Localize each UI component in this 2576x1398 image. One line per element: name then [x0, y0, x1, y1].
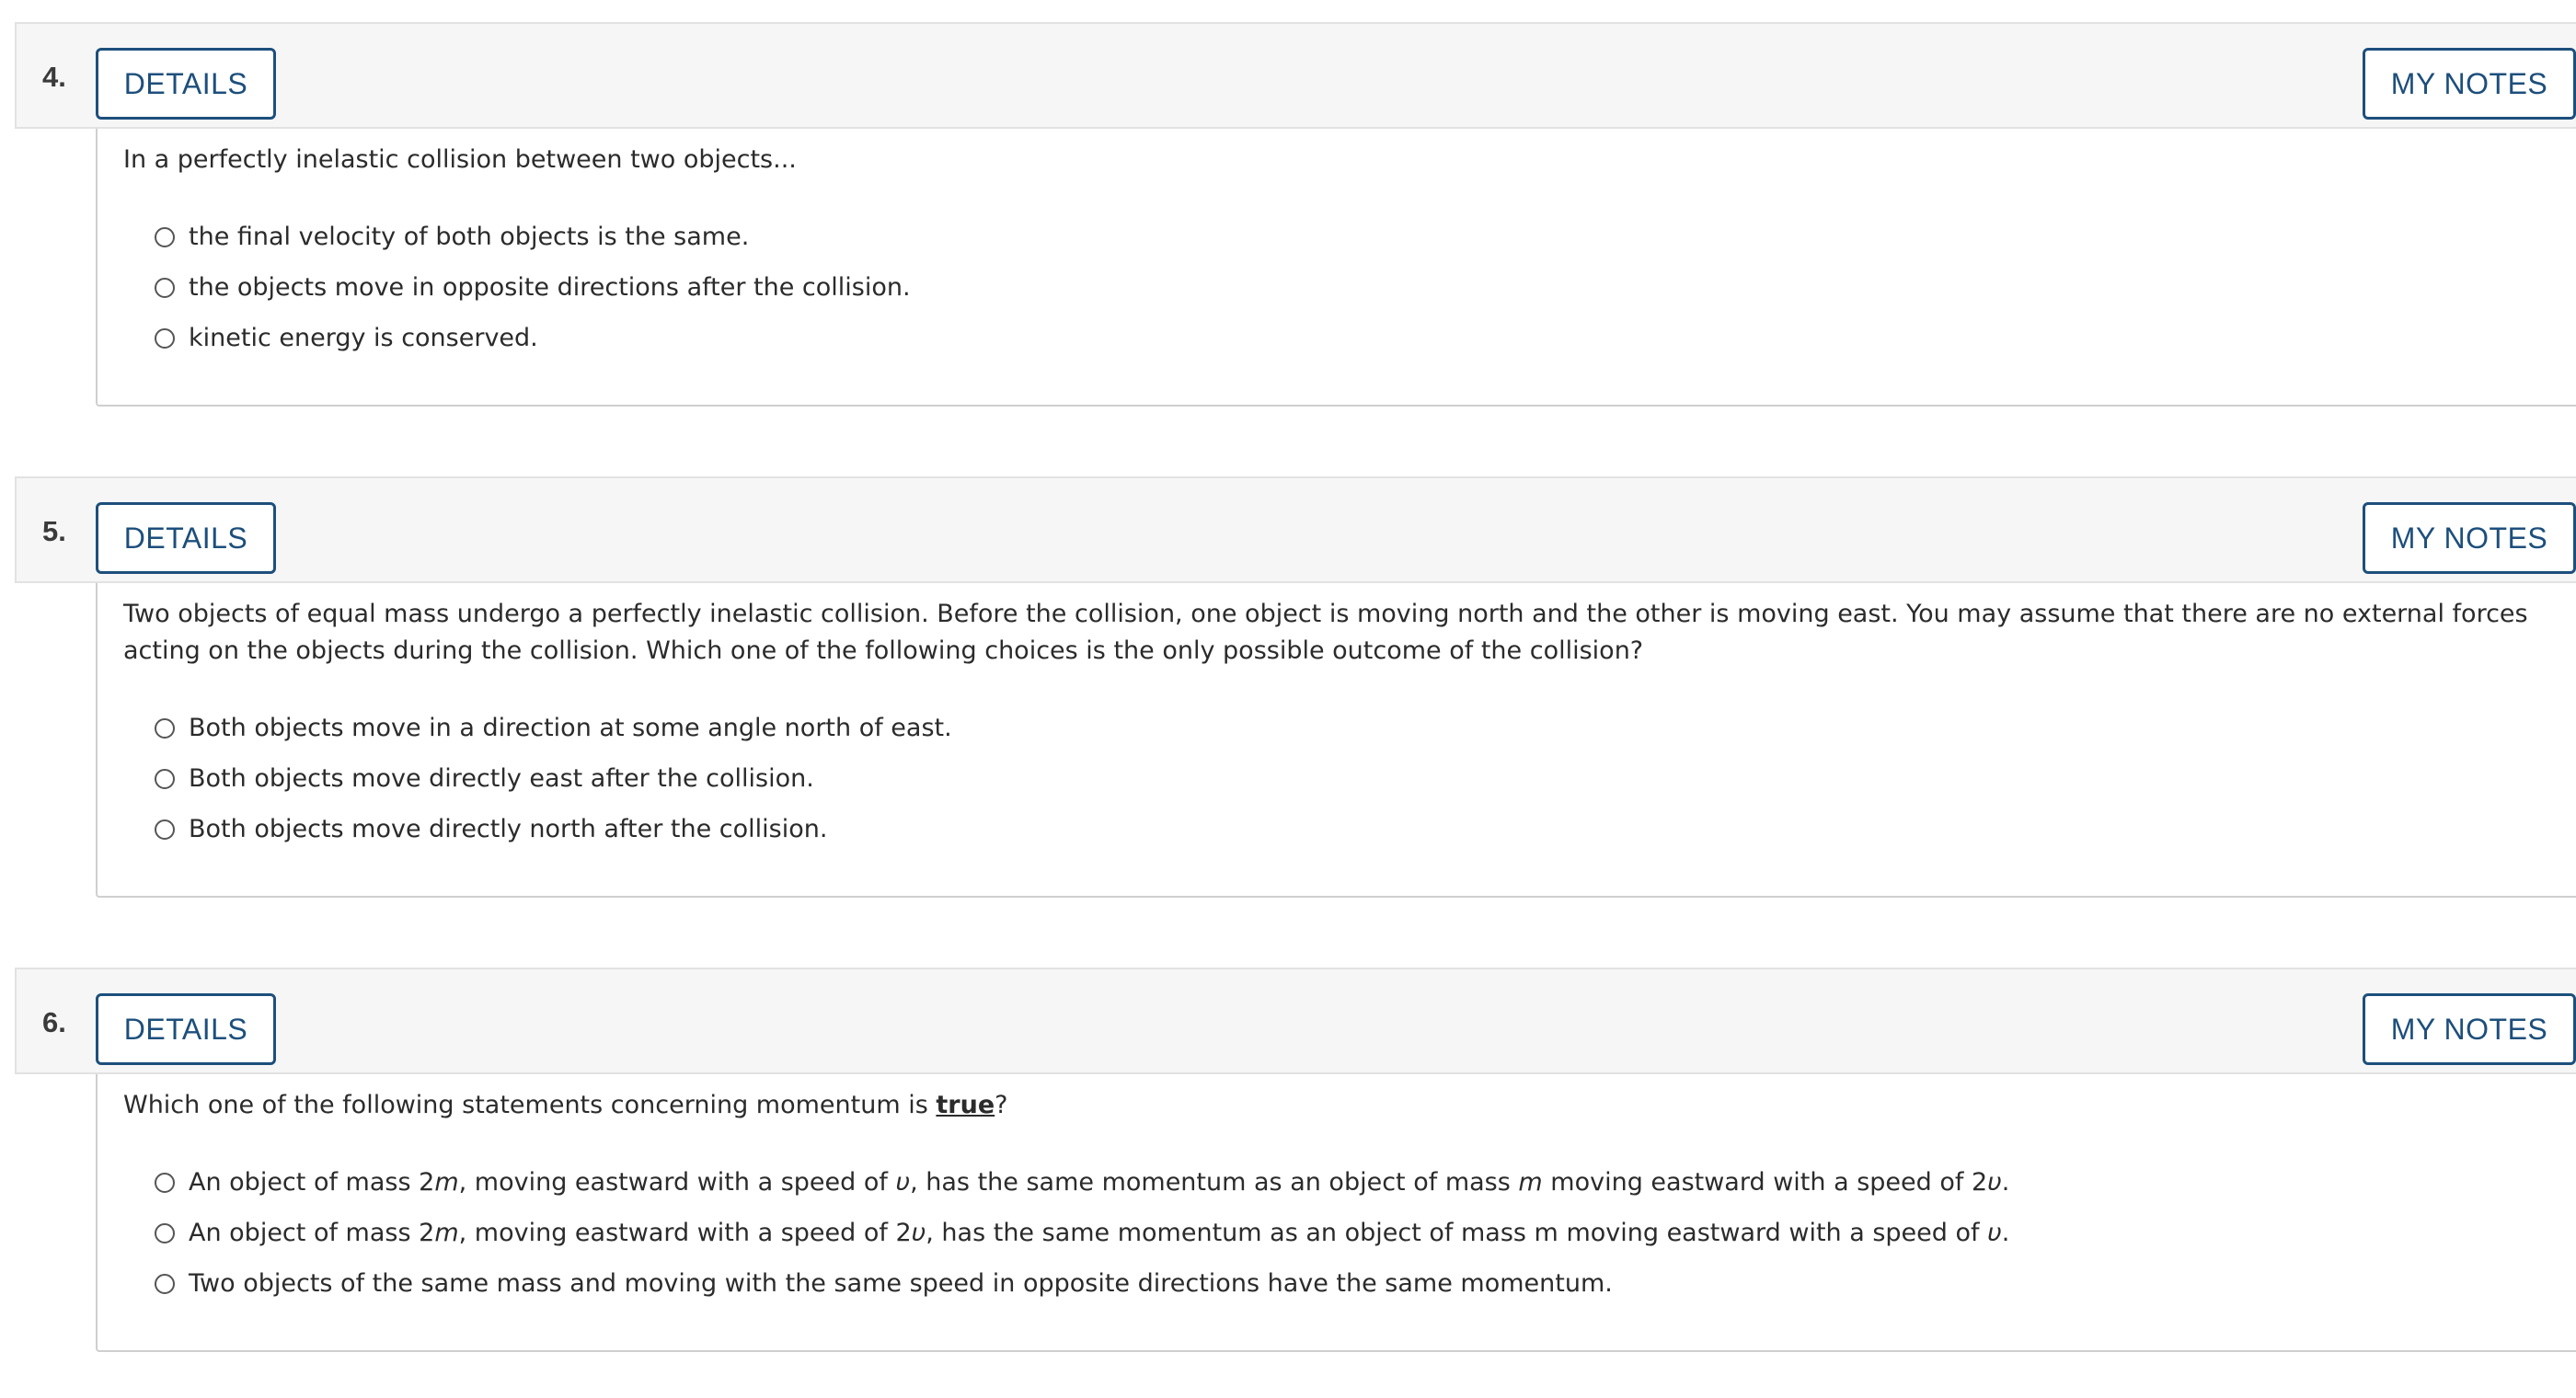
- question-header: [15, 968, 2576, 1074]
- radio-button[interactable]: [155, 718, 175, 739]
- answer-choice[interactable]: [123, 753, 2576, 804]
- choice-label: the objects move in opposite directions after the collision.: [189, 273, 911, 302]
- math-variable: υ: [1987, 1168, 2002, 1197]
- question-5: [15, 476, 2576, 898]
- math-variable: υ: [911, 1219, 926, 1247]
- radio-button[interactable]: [155, 278, 175, 298]
- radio-button[interactable]: [155, 769, 175, 789]
- radio-button[interactable]: [155, 1274, 175, 1294]
- math-variable: m: [434, 1219, 459, 1247]
- my-notes-button[interactable]: MY NOTES: [2363, 48, 2576, 120]
- details-button[interactable]: DETAILS: [96, 502, 276, 574]
- question-6: [15, 968, 2576, 1352]
- my-notes-button[interactable]: MY NOTES: [2363, 993, 2576, 1065]
- choice-label: kinetic energy is conserved.: [189, 324, 538, 352]
- question-prompt: Which one of the following statements concerning momentum is true?: [123, 1091, 1008, 1119]
- radio-button[interactable]: [155, 227, 175, 247]
- choice-label: Both objects move in a direction at some angle north of east.: [189, 714, 952, 742]
- radio-button[interactable]: [155, 1223, 175, 1243]
- answer-choice[interactable]: [123, 1258, 2576, 1309]
- answer-choices: [123, 1157, 2576, 1309]
- math-variable: m: [434, 1168, 459, 1197]
- choice-label: the final velocity of both objects is the same.: [189, 223, 750, 251]
- radio-button[interactable]: [155, 819, 175, 840]
- question-4: [15, 22, 2576, 407]
- answer-choice[interactable]: [123, 1208, 2576, 1258]
- answer-choice[interactable]: [123, 212, 2576, 262]
- question-body: [96, 129, 2576, 407]
- math-variable: υ: [895, 1168, 911, 1197]
- radio-button[interactable]: [155, 328, 175, 349]
- choice-label: An object of mass 2m, moving eastward with a speed of 2υ, has the same momentum as an object of mass m moving eastward with a speed of υ.: [189, 1219, 2010, 1247]
- my-notes-button[interactable]: MY NOTES: [2363, 502, 2576, 574]
- choice-label: Two objects of the same mass and moving with the same speed in opposite directions have the same momentum.: [189, 1269, 1613, 1298]
- math-variable: υ: [1987, 1219, 2002, 1247]
- answer-choice[interactable]: [123, 1157, 2576, 1208]
- emphasis-text: true: [936, 1091, 995, 1119]
- question-body: [96, 1074, 2576, 1352]
- answer-choices: [123, 703, 2576, 854]
- answer-choice[interactable]: [123, 703, 2576, 753]
- question-prompt: In a perfectly inelastic collision between two objects...: [123, 145, 797, 174]
- question-number: 5.: [42, 515, 66, 547]
- details-button[interactable]: DETAILS: [96, 993, 276, 1065]
- choice-label: Both objects move directly north after the collision.: [189, 815, 828, 843]
- math-variable: m: [1518, 1168, 1543, 1197]
- details-button[interactable]: DETAILS: [96, 48, 276, 120]
- question-number: 6.: [42, 1006, 66, 1038]
- radio-button[interactable]: [155, 1173, 175, 1193]
- choice-label: An object of mass 2m, moving eastward with a speed of υ, has the same momentum as an object of mass m moving eastward with a speed of 2υ.: [189, 1168, 2010, 1197]
- question-prompt: Two objects of equal mass undergo a perfectly inelastic collision. Before the collision, one object is moving north and the other is moving east. You may assume that there are no external forces acting on the objects during the collision. Which one of the following choices is the only possible outcome of the collision?: [123, 600, 2528, 665]
- choice-label: Both objects move directly east after the collision.: [189, 764, 814, 793]
- answer-choices: [123, 212, 2576, 363]
- answer-choice[interactable]: [123, 313, 2576, 363]
- answer-choice[interactable]: [123, 804, 2576, 854]
- question-header: [15, 476, 2576, 583]
- answer-choice[interactable]: [123, 262, 2576, 313]
- question-header: [15, 22, 2576, 129]
- question-body: [96, 583, 2576, 898]
- question-number: 4.: [42, 61, 66, 93]
